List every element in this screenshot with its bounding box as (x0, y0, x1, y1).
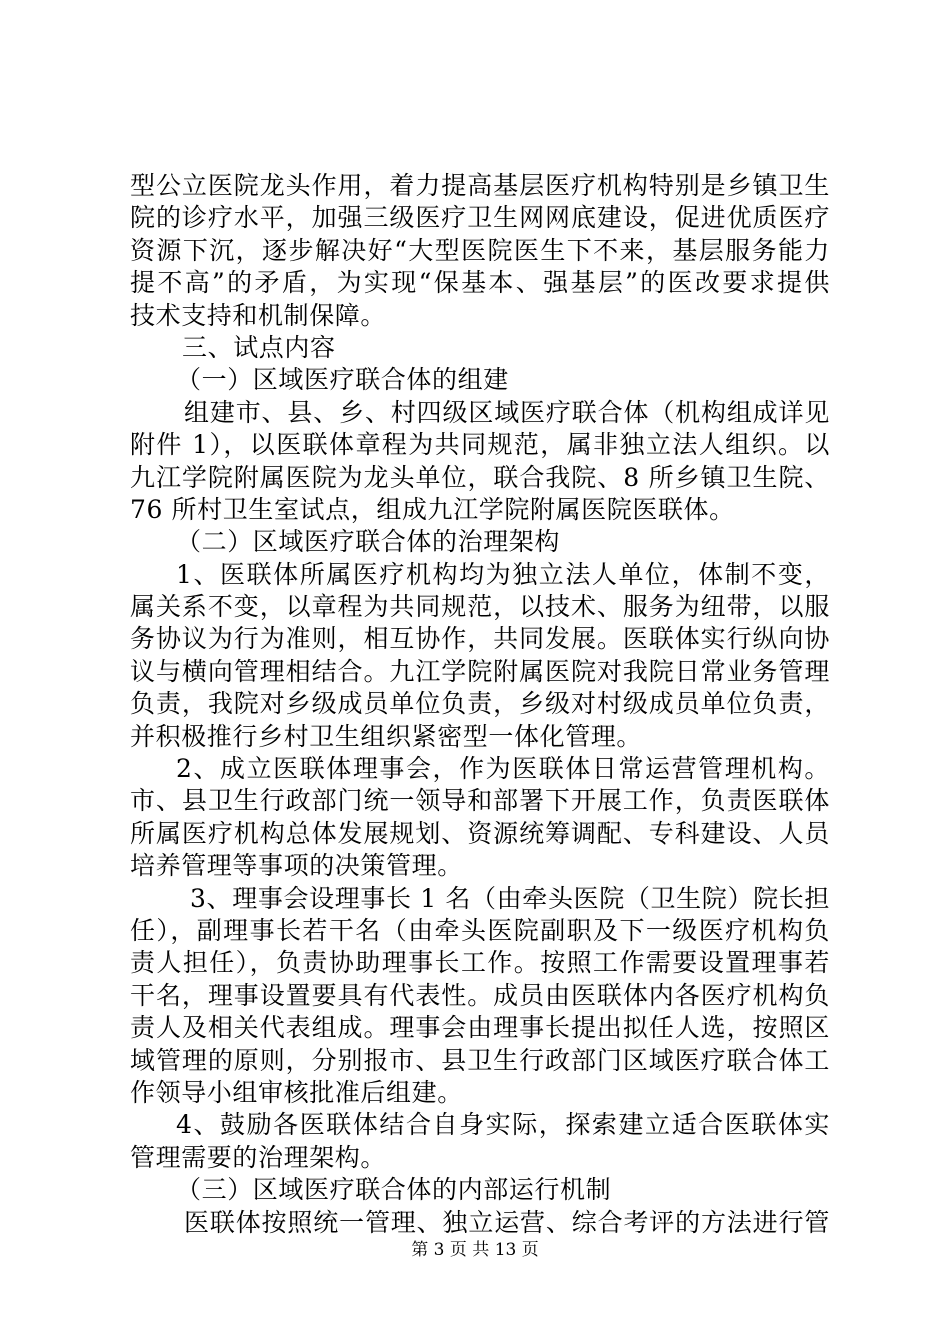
text-line: 技术支持和机制保障。 (130, 300, 387, 330)
text-line: 3、理事会设理事长 1 名（由牵头医院（卫生院）院长担 (190, 883, 830, 913)
text-line: 附件 1），以医联体章程为共同规范，属非独立法人组织。以 (130, 430, 830, 460)
text-line: 医联体按照统一管理、独立运营、综合考评的方法进行管 (184, 1207, 830, 1237)
subsection-heading: （一）区域医疗联合体的组建 (176, 365, 509, 395)
text-line: 议与横向管理相结合。九江学院附属医院对我院日常业务管理 (130, 656, 830, 686)
page-number-footer: 第 3 页 共 13 页 (411, 1240, 539, 1260)
text-line: 九江学院附属医院为龙头单位，联合我院、8 所乡镇卫生院、 (130, 462, 830, 492)
text-line: 域管理的原则，分别报市、县卫生行政部门区域医疗联合体工 (130, 1045, 830, 1075)
text-line: 干名，理事设置要具有代表性。成员由医联体内各医疗机构负 (130, 980, 830, 1010)
text-line: 责人及相关代表组成。理事会由理事长提出拟任人选，按照区 (130, 1013, 830, 1043)
text-line: 76 所村卫生室试点，组成九江学院附属医院医联体。 (130, 494, 735, 524)
text-line: 作领导小组审核批准后组建。 (130, 1077, 463, 1107)
text-line: 4、鼓励各医联体结合自身实际，探索建立适合医联体实 (176, 1110, 830, 1140)
text-line: 任），副理事长若干名（由牵头医院副职及下一级医疗机构负 (130, 915, 830, 945)
text-line: 培养管理等事项的决策管理。 (130, 851, 463, 881)
text-line: 1、医联体所属医疗机构均为独立法人单位，体制不变， (176, 559, 830, 589)
text-line: 2、成立医联体理事会，作为医联体日常运营管理机构。 (176, 754, 830, 784)
text-line: 院的诊疗水平，加强三级医疗卫生网网底建设，促进优质医疗 (130, 203, 830, 233)
text-line: 务协议为行为准则，相互协作，共同发展。医联体实行纵向协 (130, 624, 830, 654)
text-line: 负责，我院对乡级成员单位负责，乡级对村级成员单位负责， (130, 689, 830, 719)
document-body (130, 170, 830, 1239)
text-line: 所属医疗机构总体发展规划、资源统筹调配、专科建设、人员 (130, 818, 830, 848)
subsection-heading: （二）区域医疗联合体的治理架构 (176, 527, 561, 557)
text-line: 提不高”的矛盾，为实现“保基本、强基层”的医改要求提供 (130, 268, 830, 298)
section-heading: 三、试点内容 (182, 332, 336, 362)
text-line: 型公立医院龙头作用，着力提高基层医疗机构特别是乡镇卫生 (130, 171, 830, 200)
text-line: 市、县卫生行政部门统一领导和部署下开展工作，负责医联体 (130, 786, 830, 816)
text-line: 责人担任），负责协助理事长工作。按照工作需要设置理事若 (130, 948, 830, 978)
subsection-heading: （三）区域医疗联合体的内部运行机制 (176, 1175, 612, 1205)
text-line: 并积极推行乡村卫生组织紧密型一体化管理。 (130, 721, 643, 751)
text-line: 管理需要的治理架构。 (130, 1142, 387, 1172)
text-line: 资源下沉，逐步解决好“大型医院医生下不来，基层服务能力 (130, 235, 830, 265)
text-line: 组建市、县、乡、村四级区域医疗联合体（机构组成详见 (184, 397, 830, 427)
text-line: 属关系不变，以章程为共同规范，以技术、服务为纽带，以服 (130, 592, 830, 622)
